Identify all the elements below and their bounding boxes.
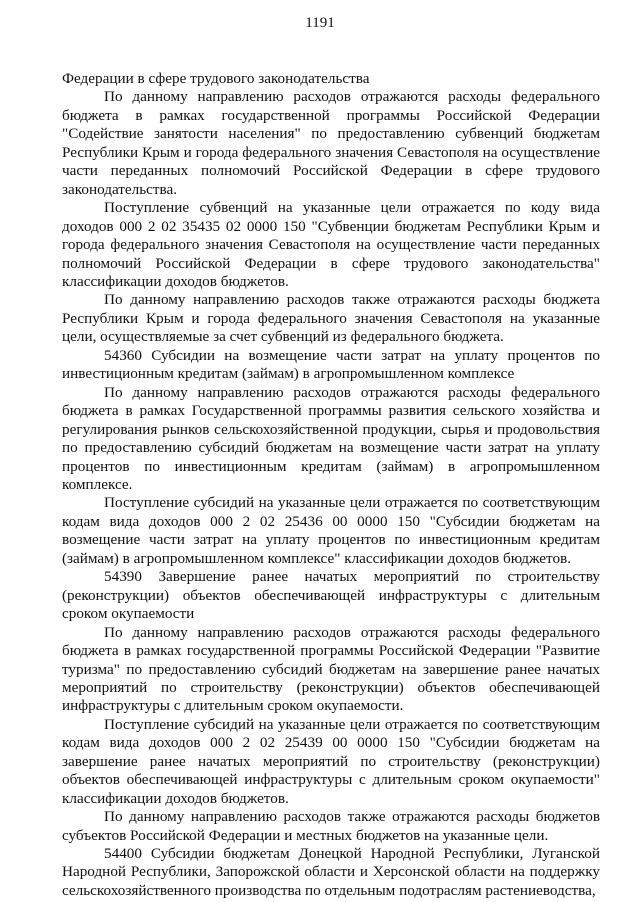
page-number: 1191 bbox=[305, 15, 335, 31]
paragraph-revenue-code: Поступление субсидий на указанные цели отражается по соответствующим кодам вида доходов 000 2 02 25436 00 0000 150 "Субсидии бюджетам на возмещение части затрат на уплату процентов по инвестиционным кредитам (займам) в агропромышленном комплексе" классификации доходов бюджетов. bbox=[62, 494, 600, 567]
paragraph-expense-description: По данному направлению расходов отражаются расходы федерального бюджета в рамках государственной программы Российской Федерации "Развитие туризма" по предоставлению субсидий бюджетам на завершение ранее начатых мероприятий по строительству (реконструкции) объектов обеспечивающей инфраструктуры с длительным сроком окупаемости. bbox=[62, 623, 600, 715]
paragraph-expense-description: По данному направлению расходов отражаются расходы федерального бюджета в рамках Государственной программы развития сельского хозяйства и регулирования рынков сельскохозяйственной продукции, сырья и продовольствия по предоставлению субсидий бюджетам на возмещение части затрат на уплату процентов по инвестиционным кредитам (займам) в агропромышленном комплексе. bbox=[62, 383, 600, 493]
paragraph-regional-expenses: По данному направлению расходов также отражаются расходы бюджетов субъектов Российской Федерации и местных бюджетов на указанные цели. bbox=[62, 808, 600, 844]
paragraph-revenue-code: Поступление субсидий на указанные цели отражается по соответствующим кодам вида доходов 000 2 02 25439 00 0000 150 "Субсидии бюджетам на завершение ранее начатых мероприятий по строительству (реконструкции) объектов обеспечивающей инфраструктуры с длительным сроком окупаемости" классификации доходов бюджетов. bbox=[62, 715, 600, 807]
paragraph-continuation: Федерации в сфере трудового законодательства bbox=[62, 70, 370, 87]
paragraph-regional-expenses: По данному направлению расходов также отражаются расходы бюджета Республики Крым и города федерального значения Севастополя на указанные цели, осуществляемые за счет субвенций из федерального бюджета. bbox=[62, 291, 600, 346]
section-heading-54390: 54390 Завершение ранее начатых мероприятий по строительству (реконструкции) объектов обеспечивающей инфраструктуры с длительным сроком окупаемости bbox=[62, 568, 600, 623]
document-body bbox=[62, 70, 600, 900]
paragraph-expense-description: По данному направлению расходов отражаются расходы федерального бюджета в рамках государственной программы Российской Федерации "Содействие занятости населения" по предоставлению субвенций бюджетам Республики Крым и города федерального значения Севастополя на осуществление части переданных полномочий Российской Федерации в сфере трудового законодательства. bbox=[62, 88, 600, 198]
section-heading-54360: 54360 Субсидии на возмещение части затрат на уплату процентов по инвестиционным кредитам (займам) в агропромышленном комплексе bbox=[62, 346, 600, 383]
section-heading-54400: 54400 Субсидии бюджетам Донецкой Народной Республики, Луганской Народной Республики, Запорожской области и Херсонской области на поддержку сельскохозяйственного производства по отдельным подотраслям растениеводства, bbox=[62, 845, 600, 899]
paragraph-revenue-code: Поступление субвенций на указанные цели отражается по коду вида доходов 000 2 02 35435 02 0000 150 "Субвенции бюджетам Республики Крым и города федерального значения Севастополя на осуществление части переданных полномочий Российской Федерации в сфере трудового законодательства" классификации доходов бюджетов. bbox=[62, 199, 600, 290]
